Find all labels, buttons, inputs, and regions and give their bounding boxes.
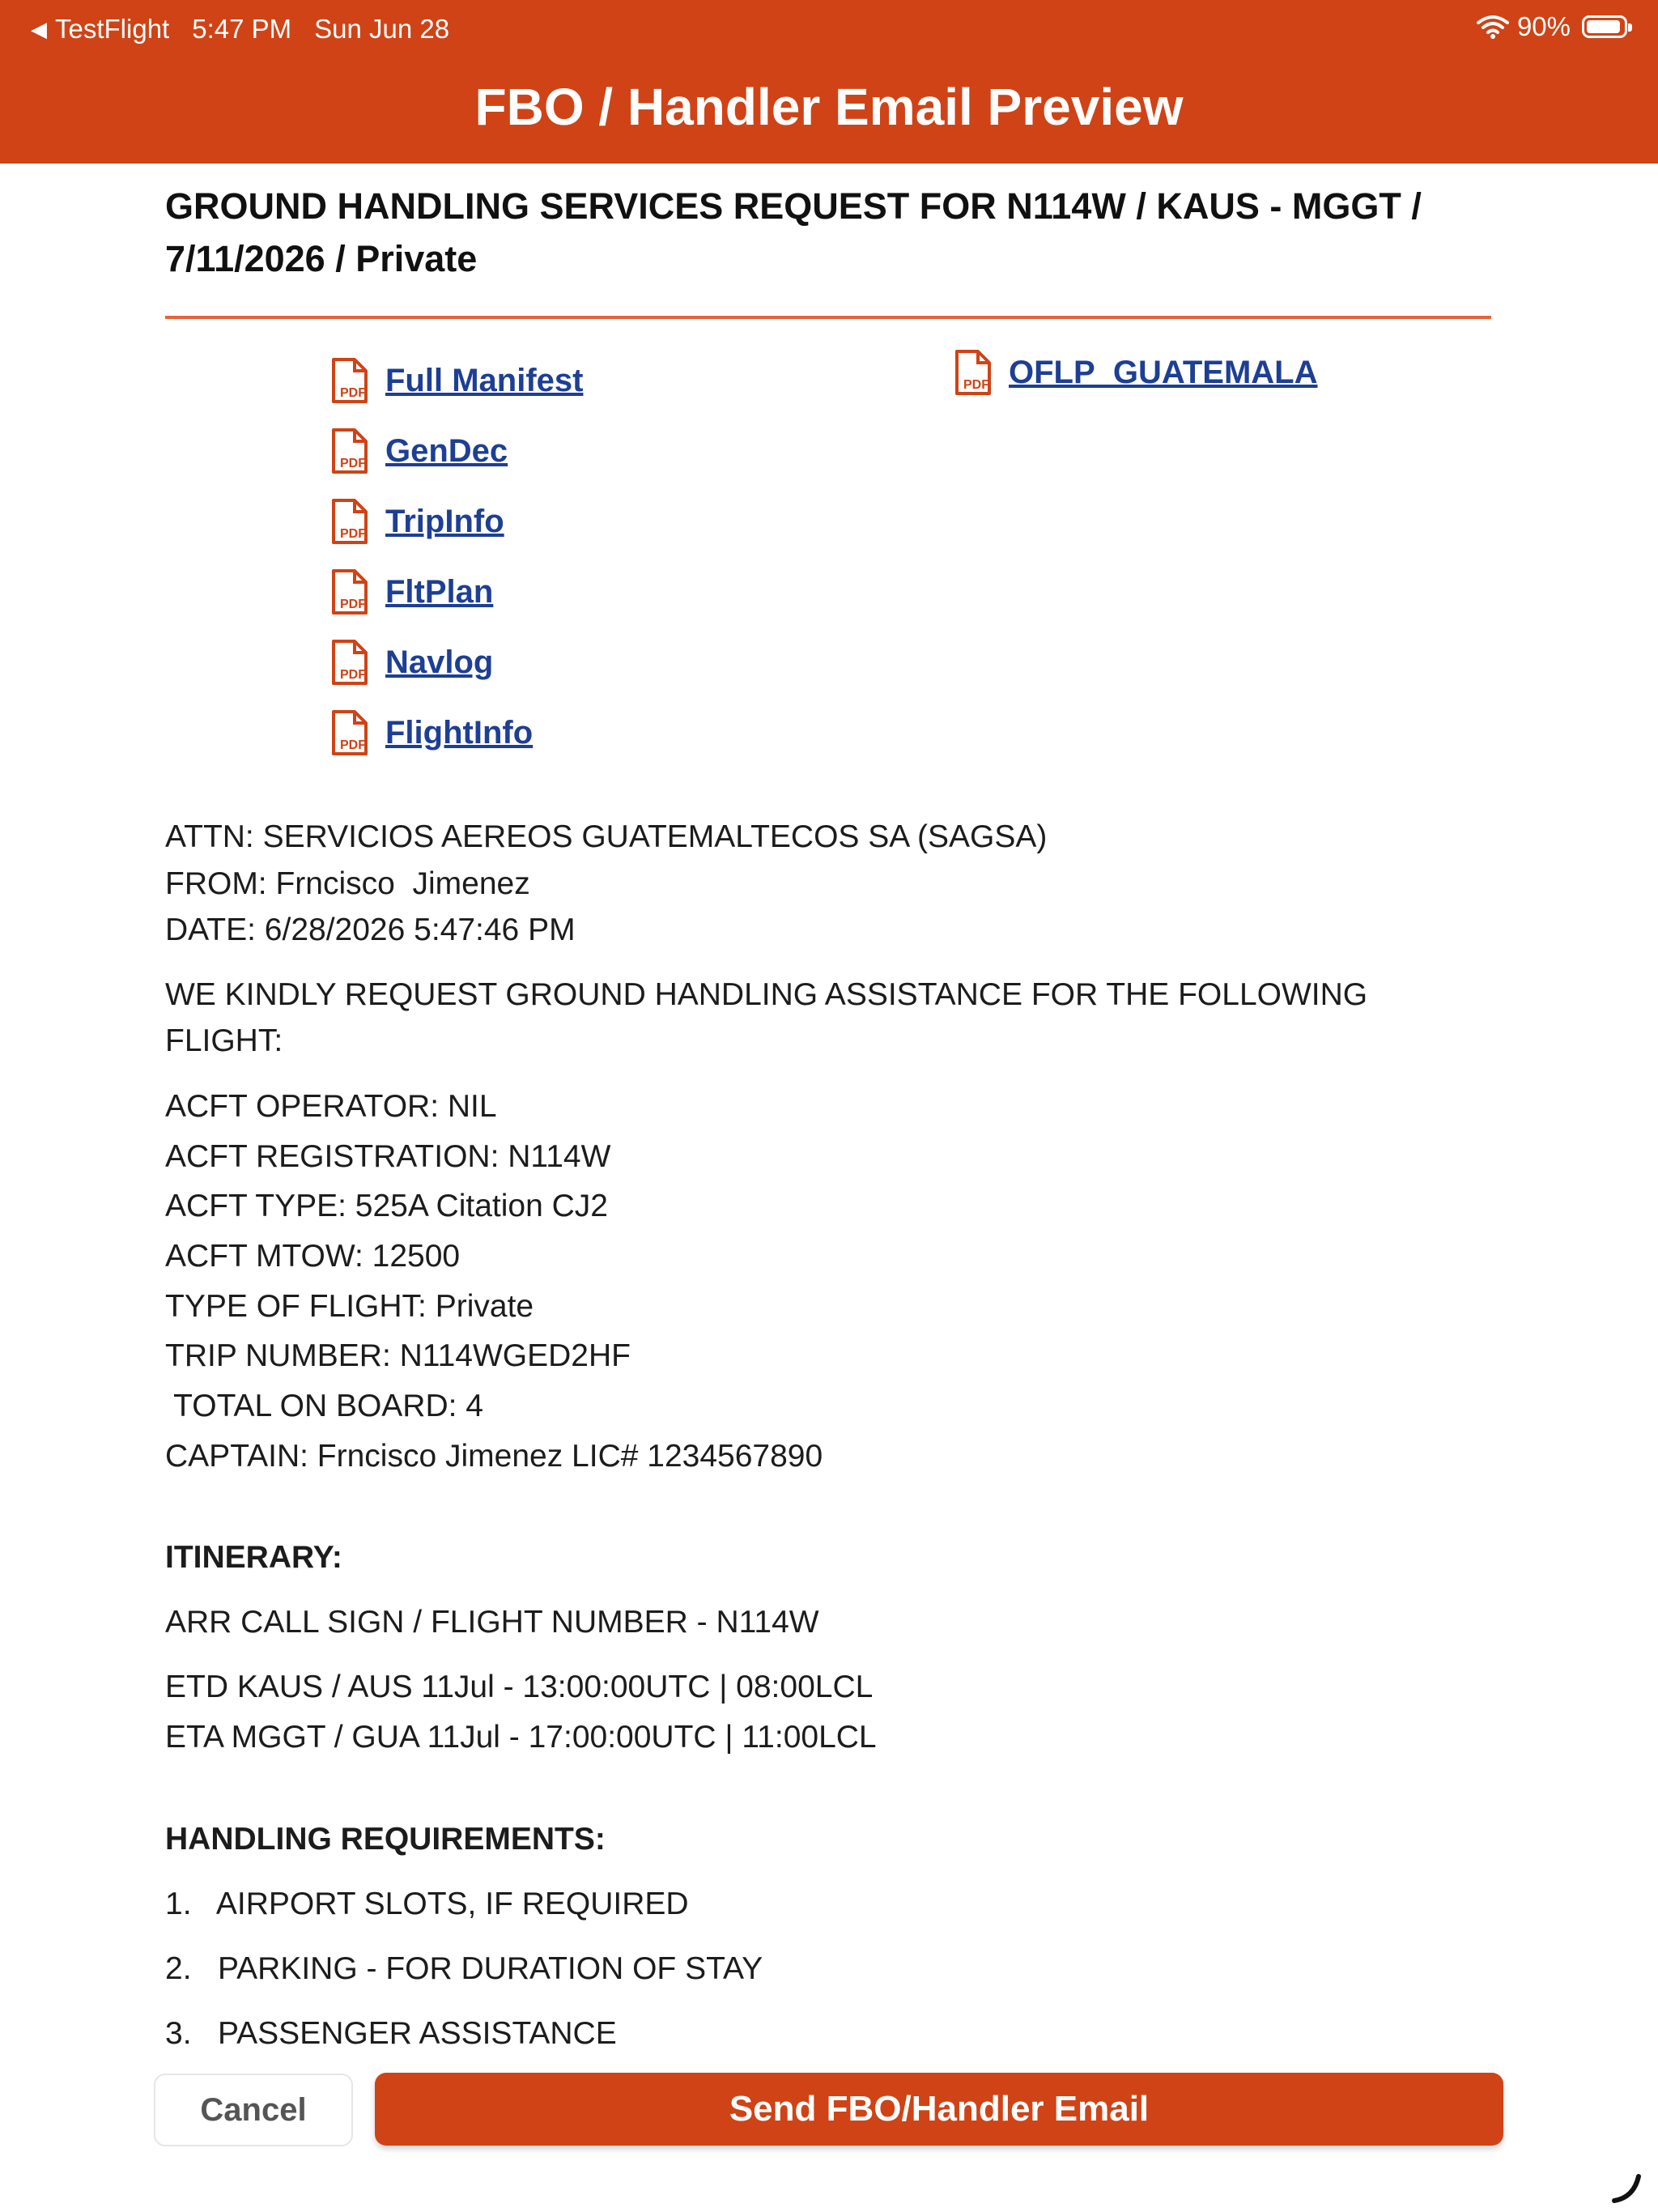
divider [165,316,1491,319]
page-title: FBO / Handler Email Preview [474,78,1184,136]
attachment-flightinfo[interactable] [325,708,533,757]
attachment-gendec[interactable] [325,427,508,475]
header [0,0,1658,164]
handling-item: 3. PASSENGER ASSISTANCE [165,2016,617,2051]
intro-line-1: WE KINDLY REQUEST GROUND HANDLING ASSISTANCE FOR THE FOLLOWING [165,977,1368,1012]
send-email-button[interactable]: Send FBO/Handler Email [375,2073,1503,2146]
resize-handle-icon[interactable] [1611,2172,1643,2204]
detail-line: ACFT REGISTRATION: N114W [165,1139,611,1174]
intro-line-2: FLIGHT: [165,1023,283,1058]
detail-line: ACFT MTOW: 12500 [165,1239,461,1274]
attachment-link[interactable]: Full Manifest [385,362,584,398]
handling-item: 2. PARKING - FOR DURATION OF STAY [165,1951,763,1986]
svg-text:PDF: PDF [340,738,366,752]
svg-text:PDF: PDF [340,668,366,682]
itinerary-heading: ITINERARY: [165,1540,342,1575]
attachment-link[interactable]: FltPlan [385,573,494,610]
handling-item: 1. AIRPORT SLOTS, IF REQUIRED [165,1887,689,1921]
detail-line: TOTAL ON BOARD: 4 [165,1389,483,1423]
svg-text:PDF: PDF [340,527,366,541]
detail-line: TYPE OF FLIGHT: Private [165,1289,534,1324]
pdf-file-icon [949,348,997,397]
svg-text:PDF: PDF [340,598,366,611]
svg-text:PDF: PDF [340,457,366,470]
attachment-full-manifest[interactable] [325,356,583,405]
pdf-file-icon [325,568,374,616]
arr-call-sign-line: ARR CALL SIGN / FLIGHT NUMBER - N114W [165,1605,819,1640]
detail-line: ACFT TYPE: 525A Citation CJ2 [165,1189,608,1223]
status-time: 5:47 PM [192,14,292,44]
handling-heading: HANDLING REQUIREMENTS: [165,1822,606,1857]
attachment-link[interactable]: GenDec [385,432,508,469]
status-bar [0,0,1658,58]
detail-line: ACFT OPERATOR: NIL [165,1089,497,1124]
battery-icon [1582,15,1627,38]
attn-line: ATTN: SERVICIOS AEREOS GUATEMALTECOS SA (SAGSA) [165,819,1048,854]
detail-line: CAPTAIN: Frncisco Jimenez LIC# 1234567890 [165,1439,823,1474]
back-app-label: TestFlight [55,14,170,44]
attachment-oflp-guatemala[interactable] [949,348,1317,397]
attachment-link[interactable]: FlightInfo [385,714,534,751]
pdf-file-icon [325,708,374,757]
detail-line: TRIP NUMBER: N114WGED2HF [165,1338,631,1373]
pdf-file-icon [325,497,374,546]
pdf-file-icon [325,356,374,405]
pdf-file-icon [325,638,374,687]
attachment-link[interactable]: Navlog [385,644,494,680]
cancel-button[interactable]: Cancel [154,2074,353,2146]
back-triangle-icon: ◀ [31,16,47,41]
attachment-tripinfo[interactable] [325,497,504,546]
status-date: Sun Jun 28 [314,14,450,44]
battery-percent: 90% [1516,11,1571,41]
status-indicators [1477,11,1627,42]
attachment-fltplan[interactable] [325,568,493,616]
from-line: FROM: Frncisco Jimenez [165,866,530,901]
pdf-file-icon [325,427,374,475]
svg-text:PDF: PDF [340,386,366,400]
attachment-link[interactable]: OFLP_GUATEMALA [1009,354,1318,390]
eta-line: ETA MGGT / GUA 11Jul - 17:00:00UTC | 11:00LCL [165,1720,877,1755]
wifi-icon [1477,15,1509,39]
svg-text:PDF: PDF [963,378,989,392]
email-subject: GROUND HANDLING SERVICES REQUEST FOR N114W / KAUS - MGGT / 7/11/2026 / Private [165,185,1422,279]
etd-line: ETD KAUS / AUS 11Jul - 13:00:00UTC | 08:00LCL [165,1670,874,1704]
date-line: DATE: 6/28/2026 5:47:46 PM [165,912,576,947]
attachment-navlog[interactable] [325,638,493,687]
back-to-app[interactable] [31,14,449,45]
attachment-link[interactable]: TripInfo [385,503,504,539]
